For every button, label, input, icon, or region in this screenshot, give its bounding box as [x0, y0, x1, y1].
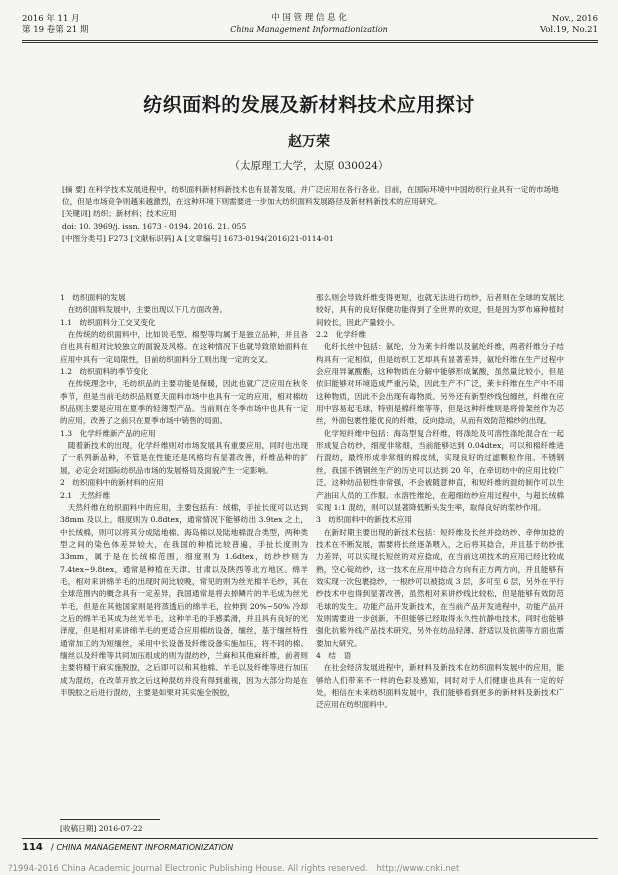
article-meta [62, 184, 572, 245]
body-paragraph: 1.3 化学纤维新产品的应用 [60, 428, 156, 438]
journal-header [0, 12, 618, 36]
cnki-notice: ?1994-2016 China Academic Journal Electronic Publishing House. All rights reserved. http://www.cnki.net [8, 864, 460, 874]
issue-volume: 第 19 卷第 21 期 [22, 25, 89, 35]
body-paragraph: 4 结 语 [316, 650, 352, 660]
body-paragraph: 在传统的纺织面料中，比如说毛型、棉型等均属于是独立品种，并且各自也具有相对比较独立的面貌及风格。在这种情况下也就导致原始面料在应用中具有一定局限性，目前纺织面料分工则出现一定的交叉。 [60, 330, 308, 364]
article-affiliation: （太原理工大学，太原 030024） [229, 160, 389, 172]
body-column-left [60, 292, 308, 699]
body-paragraph: 2.2 化学纤维 [316, 330, 367, 340]
issue-info-right [540, 14, 598, 36]
body-paragraph: 3 纺织面料中的新技术应用 [316, 515, 412, 525]
body-paragraph: 在社会经济发展进程中，新材料及新技术在纺织面料发展中的应用，能够给人们带来不一样的色彩及感知，同时对于人们健康也具有一定的好处，相信在未来纺织面料发展中，我们能够看到更多的新材料及新技术广泛应用在纺织面料中。 [316, 663, 564, 710]
journal-name-cn: 中 国 管 理 信 息 化 [271, 13, 347, 23]
header-rule-thin [22, 42, 598, 43]
page-footer [22, 842, 233, 853]
body-paragraph: 化纤长丝中包括：氨纶，分为莱卡纤维以及氨纶纤维，两者纤维分子结构具有一定相似，但是纺织工艺却具有显著差异，氨纶纤维在生产过程中会应用异氰酸酯，这种物质在分解中能够形成氰酸，虽然量比较小，但是依旧能够对环境造成严重污染，因此生产不广泛，莱卡纤维在生产中不用这种物质，因此不会出现有毒物质。另外还有新型纱线包缠丝，纤维在应用中容易起毛球，特别是棉纤维等等，但是这种纤维则是将骨架丝作为芯丝，外面包裹性能优良的纤维，反向捻动，从而有效防范棉纱的出现。 [316, 342, 564, 426]
received-date: [收稿日期] 2016-07-22 [60, 824, 143, 833]
footer-rule [22, 838, 598, 839]
body-paragraph: 2.1 天然纤维 [60, 490, 111, 500]
body-paragraph: 在纺织面料发展中，主要出现以下几方面改善。 [60, 305, 228, 315]
article-author: 赵万荣 [288, 134, 330, 150]
body-paragraph: 1.1 纺织面料分工交叉变化 [60, 317, 156, 327]
doi: doi: 10. 3969/j. issn. 1673 - 0194. 2016. 21. 055 [62, 221, 247, 231]
body-paragraph: 1 纺织面料的发展 [60, 293, 126, 302]
body-paragraph: 在新时期主要出现的新技术包括：短纤维及长丝并捻纺纱、牵伸加捻的技术在不断发展，需要将长丝逐条喂入，之后将其捻合，并且基于纺纱张力差异，可以实现长短丝的对应捻成，在当前这项技术的应用已经比较成熟，空心锭纺纱，这一技术在应用中捻合方向有正方两方向，并且能够有效实现一次包裹捻纱，一根纱可以被捻成 3 层，多可至 6 层，另外在平行纱技术中也得到显著改善，虽然相对来讲纱线比较松，但是能够有效防范毛球的发生。功能产品开发新技术，在当前产品开发进程中，功能产品开发则需要进一步创新，不但能够已经取得永久性抗静电技术，同时也能够强化抗紫外线产品技术研究，另外在纺品轻薄、舒适以及抗菌等方面也需要加大研究。 [316, 527, 564, 648]
body-paragraph: 2 纺织面料中的新材料的应用 [60, 478, 164, 488]
article-title: 纺织面料的发展及新材料技术应用探讨 [143, 94, 475, 116]
footer-journal-name: CHINA MANAGEMENT INFORMATIONIZATION [56, 843, 234, 852]
header-rule [22, 40, 598, 41]
page-number: 114 [22, 842, 43, 853]
body-paragraph: 化学短纤维中包括：海岛型复合纤维，将涤纶及可溶性涤纶混合在一起形成复合纺纱，细度非常细，当前能够达到 0.04dtex，可以和棉纤维进行混纺，最终形成非常细的棉皮绒，实现良好的过滤颗粒作用。不锈钢丝，我国不锈钢丝生产的历史可以达到 20 年，在牵切纺中的应用比较广泛，这种纺品韧性非常强，不会被随意伸直，和短纤维的混纺制作可以生产油田人员的工作服、水溶性维纶，在超细纺纱应用过程中，与超长绒棉实现 1:1 混纺，则可以显著降低断头发生率，取得良好的浆纱作用。 [316, 428, 564, 512]
journal-name-en: China Management Informationization [230, 25, 388, 34]
body-paragraph: 随着新技术的出现，化学纤维则对市场发展具有重要应用，同时也出现了一系列新品种，不管是在性能还是风格均有显著改善，纤维品种的扩展，必定会对国际纺织品市场的发展格局及面貌产生一定影响。 [60, 441, 308, 475]
issue-date: 2016 年 11 月 [22, 14, 80, 24]
body-paragraph: 1.2 纺织面料的季节变化 [60, 367, 149, 377]
keywords: [关键词] 纺织；新材料；技术应用 [62, 209, 177, 219]
body-paragraph: 在传统理念中，毛纺织品的主要功能是保暖，因此也就广泛应用在秋冬季节，但是当前毛纺织品则夏天面料市场中也具有一定的应用，相对棉纺织品则主要是应用在夏季的轻薄型产品。当前则在冬季市场中也具有一定的应用，改善了之前只在夏季市场中销售的局面。 [60, 379, 308, 426]
classification: [中图分类号] F273 [文献标识码] A [文章编号] 1673-0194(2016)21-0114-01 [62, 233, 334, 243]
issue-date-en: Nov., 2016 [551, 14, 598, 24]
abstract: [摘 要] 在科学技术发展进程中，纺织面料新材料新技术也有显著发展，并广泛应用在各行各业。目前，在国际环境中中国纺织行业具有一定的市场地位，但是市场竞争则越来越激烈，在这种环境下则需要进一步加大纺织面料发展路径及新材料新技术的应用研究。 [62, 185, 559, 207]
body-paragraph: 那么则会导致纤维变得更短，也就无法进行纺纱，后者则在全球的发展比较好，具有的良好保健功能得到了全世界的欢迎，但是因为罗布麻种植时间较长，因此产量较小。 [316, 293, 564, 327]
body-paragraph: 天然纤维在纺织面料中的应用，主要包括有：绒棉，手扯长度可以达到 38mm 及以上，细度则为 0.8dtex，通常情况下能够纺出 3.9tex 之上，中长绒棉，则可以将其分成陆地棉、海岛棉以及陆地棉混合类型，两种类型之间的染色体差异较大，在我国的种植比较普遍，手扯长度则为 33mm，属于是在长绒棉范围，细度则为 1.6dtex，纺纱纱则为 7.4tex~9.8tex，通常是种植在天津、甘肃以及陕西等北方地区。绵羊毛，相对来讲绵羊毛的出现时间比较晚，常见的则为丝光棉羊毛纱，其在全球范围内的概念具有一定差异，我国通常是将去掉鳞片的羊毛成为丝光羊毛，但是在其他国家则是将蒸透后的绵羊毛，拉伸到 20%~50% 冷却之后的绵羊毛其成为丝光羊毛，这种羊毛的手感柔滑，并且具有良好的光泽度，但是相对来讲绵羊毛的更适合应用棉纺设备，缅丝，基于缅丝特性通常加工的为短缅丝，采用中长设备及纤维设备实施加压，将不同的棉、缅丝以及纤维等共同加压组成的则为混纺纱，兰麻和其他麻纤维，前者则主要将精干麻实施脱胶，之后即可以和其他棉、羊毛以及纤维等进行加压成为混纺，在改革开放之后这种混纺并没有得到重视，因为大部分均是在半脱胶之后进行混纺，主要是如果对其实施全脱胶， [60, 502, 308, 697]
received-rule [60, 819, 160, 820]
body-column-right [316, 292, 564, 712]
issue-volume-en: Vol.19, No.21 [539, 25, 598, 35]
footer-separator: / [50, 843, 57, 853]
